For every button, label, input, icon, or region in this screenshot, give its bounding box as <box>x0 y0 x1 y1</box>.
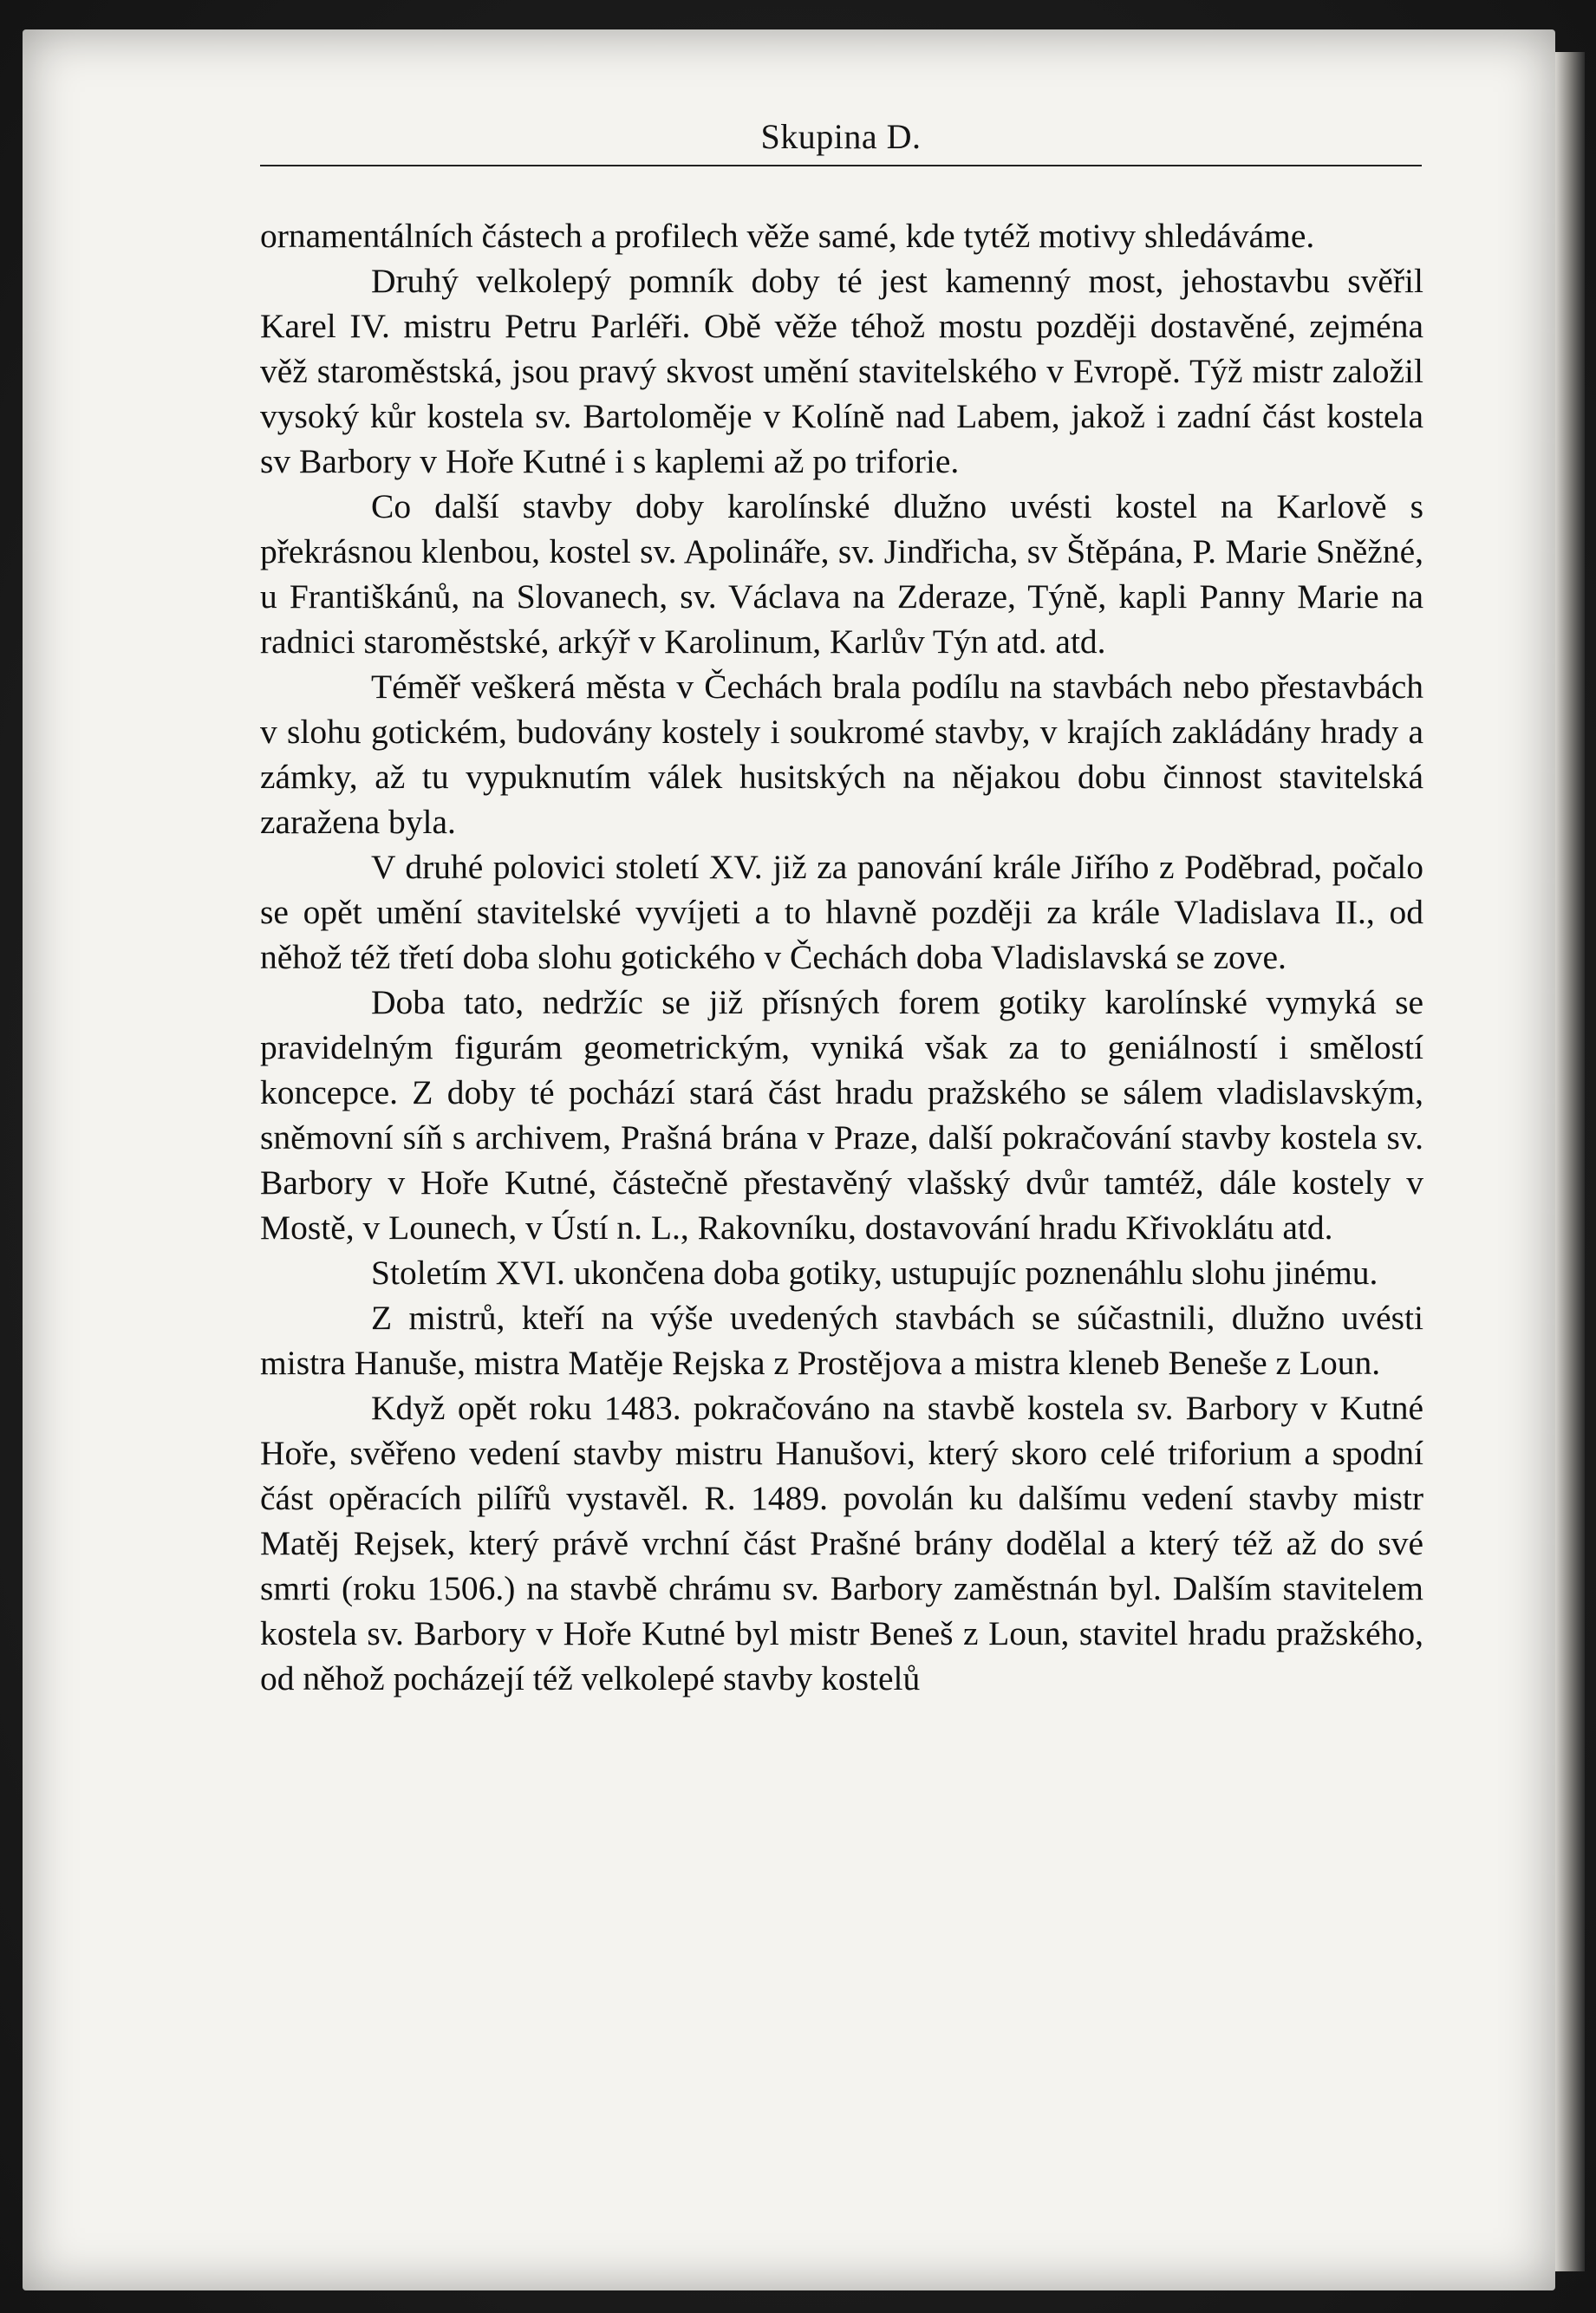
paragraph: Když opět roku 1483. pokračováno na stavbě kostela sv. Barbory v Kutné Hoře, svěřeno vedení stavby mistru Hanušovi, který skoro celé triforium a spodní část opěracích pilířů vystavěl. R. 1489. povolán ku dalšímu vedení stavby mistr Matěj Rejsek, který právě vrchní část Prašné brány dodělal a který též až do své smrti (roku 1506.) na stavbě chrámu sv. Barbory zaměstnán byl. Dalším stavitelem kostela sv. Barbory v Hoře Kutné byl mistr Beneš z Loun, stavitel hradu pražského, od něhož pocházejí též velkolepé stavby kostelů <box>260 1389 1423 1697</box>
paragraph: Co další stavby doby karolínské dlužno uvésti kostel na Karlově s překrásnou klenbou, kostel sv. Apolináře, sv. Jindřicha, sv Štěpána, P. Marie Sněžné, u Františkánů, na Slovanech, sv. Václava na Zderaze, Týně, kapli Panny Marie na radnici staroměstské, arkýř v Karolinum, Karlův Týn atd. atd. <box>260 487 1423 661</box>
running-head-title: Skupina D. <box>760 117 922 156</box>
body-text <box>260 213 1423 1701</box>
paragraph: V druhé polovici století XV. již za panování krále Jiřího z Poděbrad, počalo se opět umění stavitelské vyvíjeti a to hlavně později za krále Vladislava II., od něhož též třetí doba slohu gotického v Čechách doba Vladislavská se zove. <box>260 848 1423 976</box>
page-edge-shadow <box>1555 52 1585 2271</box>
paragraph: Téměř veškerá města v Čechách brala podílu na stavbách nebo přestavbách v slohu gotickém, budovány kostely i soukromé stavby, v krajích zakládány hrady a zámky, až tu vypuknutím válek husitských na nějakou dobu činnost stavitelská zaražena byla. <box>260 668 1423 841</box>
paragraph: Doba tato, nedržíc se již přísných forem gotiky karolínské vymyká se pravidelným figurám geometrickým, vyniká však za to geniálností i smělostí koncepce. Z doby té pochází stará část hradu pražského se sálem vladislavským, sněmovní síň s archivem, Prašná brána v Praze, další pokračování stavby kostela sv. Barbory v Hoře Kutné, částečně přestavěný vlašský dvůr tamtéž, dále kostely v Mostě, v Lounech, v Ústí n. L., Rakovníku, dostavování hradu Křivoklátu atd. <box>260 983 1423 1247</box>
paragraph-continuation: ornamentálních částech a profilech věže samé, kde tytéž motivy shledáváme. <box>260 217 1315 255</box>
paragraph: Stoletím XVI. ukončena doba gotiky, ustupujíc poznenáhlu slohu jinému. <box>371 1254 1378 1292</box>
running-head <box>260 111 1422 166</box>
paragraph: Druhý velkolepý pomník doby té jest kamenný most, jehostavbu svěřil Karel IV. mistru Petru Parléři. Obě věže téhož mostu později dostavěné, zejména věž staroměstská, jsou pravý skvost umění stavitelského v Evropě. Týž mistr založil vysoký kůr kostela sv. Bartoloměje v Kolíně nad Labem, jakož i zadní část kostela sv Barbory v Hoře Kutné i s kaplemi až po triforie. <box>260 262 1423 480</box>
paragraph: Z mistrů, kteří na výše uvedených stavbách se súčastnili, dlužno uvésti mistra Hanuše, mistra Matěje Rejska z Prostějova a mistra kleneb Beneše z Loun. <box>260 1299 1423 1382</box>
